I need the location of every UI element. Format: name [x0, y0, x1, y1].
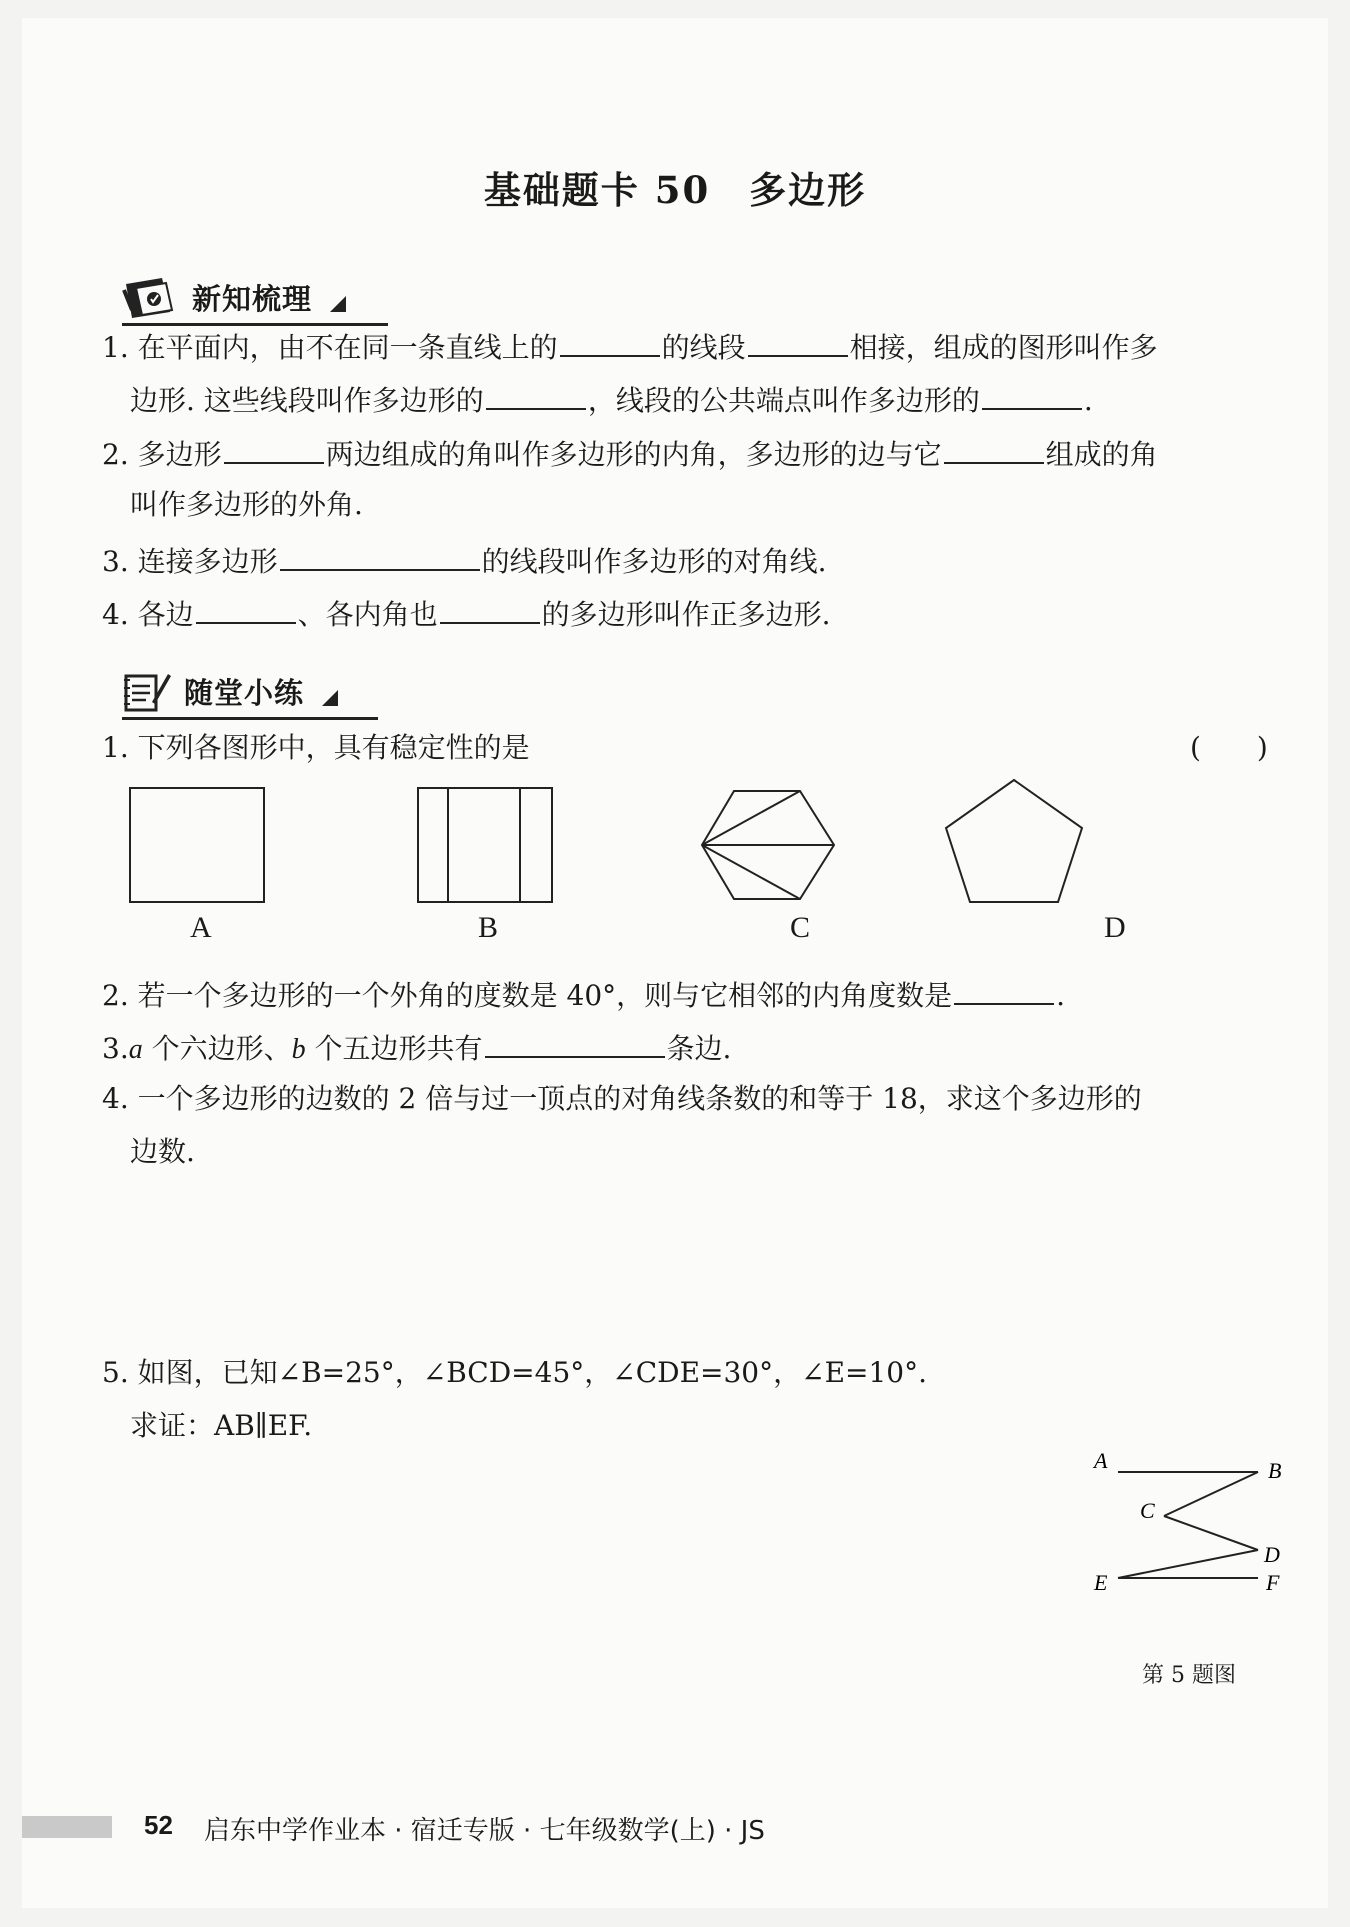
p2-text-a: 2. 若一个多边形的一个外角的度数是 40°，则与它相邻的内角度数是 [102, 979, 953, 1012]
p1-text: 1. 下列各图形中，具有稳定性的是 [102, 731, 530, 764]
point-label-d: D [1264, 1542, 1280, 1567]
p3-text-d: 条边. [666, 1032, 732, 1065]
p2-text-b: . [1056, 979, 1066, 1012]
practice-item-4-cont [130, 1132, 195, 1172]
k1-text-e: ，线段的公共端点叫作多边形的 [587, 384, 980, 417]
k3-text-b: 的线段叫作多边形的对角线. [481, 545, 827, 578]
p4-text-a: 4. 一个多边形的边数的 2 倍与过一顶点的对角线条数的和等于 18，求这个多边形的 [102, 1082, 1142, 1115]
fill-blank[interactable] [440, 592, 540, 624]
k4-text-b: 、各内角也 [297, 598, 438, 631]
figure-d-pentagon [946, 780, 1082, 902]
point-label-b: B [1268, 1458, 1282, 1483]
practice-item-3 [102, 1026, 731, 1070]
k1-text-c: 相接，组成的图形叫作多 [849, 331, 1158, 364]
k1-text-f: . [1083, 384, 1093, 417]
section-header-practice [122, 664, 338, 718]
knowledge-item-1 [102, 325, 1158, 368]
figure-b-rectangle [418, 788, 552, 902]
p3-text-b: 个六边形、 [142, 1032, 292, 1065]
pen-card-icon [122, 274, 180, 320]
footer-grey-bar [22, 1816, 112, 1838]
page-title: 基础题卡 50 多边形 [483, 168, 867, 212]
k2-text-c: 组成的角 [1045, 438, 1158, 471]
p3-var-b: b [291, 1034, 306, 1065]
fill-blank[interactable] [224, 432, 324, 464]
knowledge-item-3 [102, 539, 827, 582]
point-label-c: C [1140, 1498, 1155, 1523]
fill-blank[interactable] [748, 325, 848, 357]
fill-blank[interactable] [486, 378, 586, 410]
p3-text-a: 3. [102, 1032, 129, 1065]
figure-5-diagram [1072, 1438, 1302, 1618]
practice-item-4 [102, 1079, 1142, 1119]
fill-blank[interactable] [954, 973, 1054, 1005]
p3-var-a: a [128, 1034, 143, 1065]
practice-item-1 [102, 728, 530, 768]
k2-text-b: 两边组成的角叫作多边形的内角，多边形的边与它 [325, 438, 942, 471]
p5-text-a: 5. 如图，已知∠B=25°，∠BCD=45°，∠CDE=30°，∠E=10°. [102, 1356, 928, 1389]
k1-text-b: 的线段 [661, 331, 746, 364]
practice-item-5 [102, 1353, 927, 1393]
figure-5-caption: 第 5 题图 [1142, 1663, 1236, 1688]
p3-text-c: 个五边形共有 [305, 1032, 483, 1065]
figure-a-rectangle [130, 788, 264, 902]
section-title-new-knowledge: 新知梳理 [192, 281, 313, 316]
k4-text-a: 4. 各边 [102, 598, 194, 631]
option-label-c[interactable]: C [790, 911, 811, 944]
section-triangle-marker [330, 296, 346, 312]
knowledge-item-2-cont [130, 485, 363, 525]
book-title: 启东中学作业本 · 宿迁专版 · 七年级数学(上) · JS [204, 1816, 765, 1846]
practice-item-2 [102, 973, 1065, 1016]
fill-blank[interactable] [982, 378, 1082, 410]
option-label-b[interactable]: B [478, 911, 499, 944]
section-triangle-marker [322, 690, 338, 706]
point-label-a: A [1094, 1448, 1108, 1473]
fill-blank[interactable] [280, 539, 480, 571]
page-footer [22, 1808, 1328, 1848]
fill-blank[interactable] [485, 1026, 665, 1058]
option-label-d[interactable]: D [1104, 911, 1126, 944]
section-header-new-knowledge [122, 270, 346, 324]
point-label-e: E [1094, 1570, 1108, 1595]
k2-text-a: 2. 多边形 [102, 438, 222, 471]
k3-text-a: 3. 连接多边形 [102, 545, 278, 578]
section-title-practice: 随堂小练 [184, 675, 305, 710]
knowledge-item-2 [102, 432, 1158, 475]
knowledge-item-4 [102, 592, 831, 635]
fill-blank[interactable] [944, 432, 1044, 464]
page-number: 52 [144, 1810, 173, 1840]
k1-text-d: 边形. 这些线段叫作多边形的 [130, 384, 484, 417]
fill-blank[interactable] [560, 325, 660, 357]
knowledge-item-1-cont [130, 378, 1093, 421]
section-underline [122, 717, 378, 720]
k2-text-d: 叫作多边形的外角. [130, 488, 363, 521]
worksheet-page [22, 18, 1328, 1908]
p4-text-b: 边数. [130, 1135, 195, 1168]
p5-text-b: 求证：AB∥EF. [130, 1409, 313, 1442]
fill-blank[interactable] [196, 592, 296, 624]
option-figures [102, 778, 1322, 928]
answer-parentheses[interactable]: ( ) [1190, 731, 1268, 764]
point-label-f: F [1266, 1570, 1280, 1595]
notebook-pen-icon [122, 668, 172, 714]
practice-item-5-cont [130, 1406, 312, 1446]
option-label-a[interactable]: A [190, 911, 212, 944]
k1-text-a: 1. 在平面内，由不在同一条直线上的 [102, 331, 558, 364]
k4-text-c: 的多边形叫作正多边形. [541, 598, 831, 631]
